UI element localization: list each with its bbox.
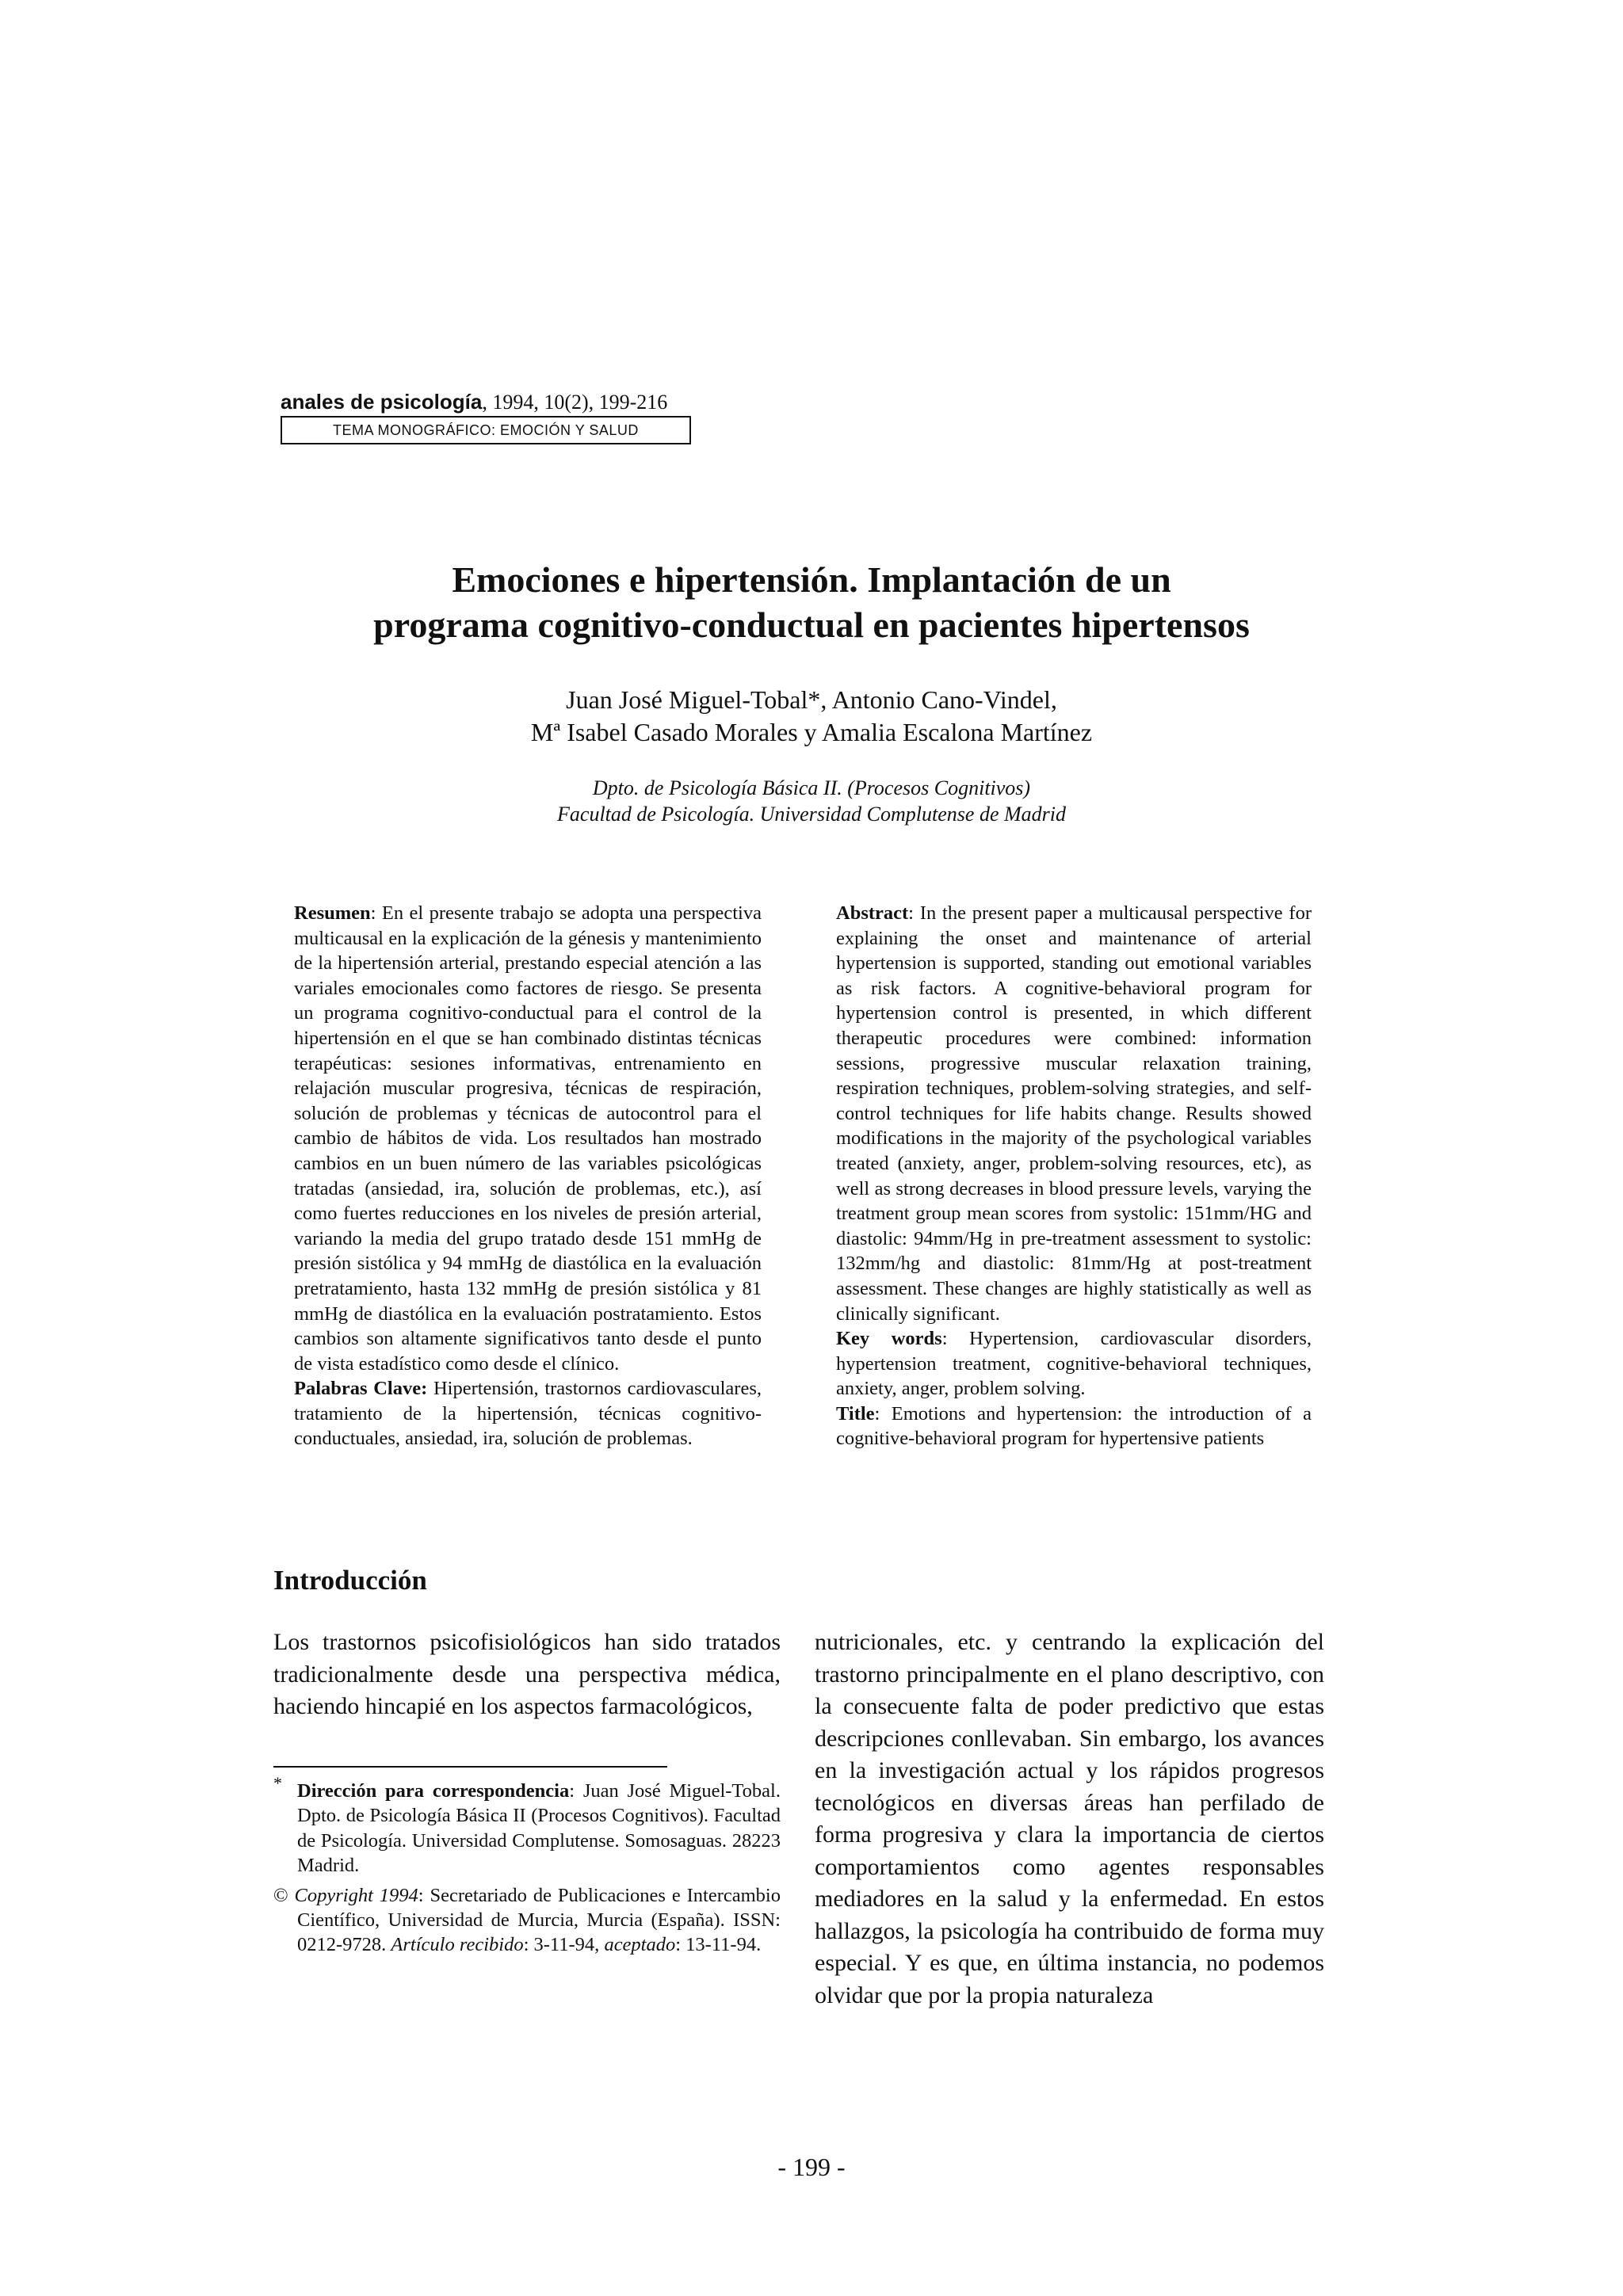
correspondence-text: : Juan José Miguel-Tobal. Dpto. de Psicología Básica II (Procesos Cognitivos). Facultad de Psicología. Universidad Complutense. Somosaguas. 28223 Madrid. xyxy=(297,1780,781,1877)
abstract-text: : In the present paper a multicausal perspective for explaining the onset and maintenance of arterial hypertension is supported, standing out emotional variables as risk factors. A cognitive-behavioral program for hypertension control is presented, in which different therapeutic procedures were combined: information sessions, progressive muscular relaxation training, respiration techniques, problem-solving strategies, and self-control techniques for life habits change. Results showed modifications in the majority of the psychological variables treated (anxiety, anger, problem-solving resources, etc), as well as strong decreases in blood pressure levels, varying the treatment group mean scores from systolic: 151mm/HG and diastolic: 94mm/Hg in pre-treatment assessment to systolic: 132mm/hg and diastolic: 81mm/Hg at post-treatment assessment. These changes are highly statistically as well as clinically significant. xyxy=(836,902,1312,1325)
english-title-text: : Emotions and hypertension: the introduction of a cognitive-behavioral program for hypertensive patients xyxy=(836,1402,1312,1450)
accepted-date: : 13-11-94. xyxy=(675,1934,762,1956)
key-words-text: : Hypertension, cardiovascular disorders, hypertension treatment, cognitive-behavioral techniques, anxiety, anger, problem solving. xyxy=(836,1328,1312,1400)
authors-line-2: Mª Isabel Casado Morales y Amalia Escalona Martínez xyxy=(530,718,1093,746)
footnote-divider xyxy=(273,1766,667,1768)
section-heading-introduccion: Introducción xyxy=(273,1565,427,1596)
authors-line-1: Juan José Miguel-Tobal*, Antonio Cano-Vindel, xyxy=(566,685,1057,714)
footnotes xyxy=(273,1773,781,1958)
paper-title-line-1: Emociones e hipertensión. Implantación de un xyxy=(452,559,1171,600)
key-words-label: Key words xyxy=(836,1328,942,1350)
copyright-text: : Secretariado de Publicaciones e Intercambio Científico, Universidad de Murcia, Murcia (España). ISSN: 0212-9728. xyxy=(297,1884,781,1956)
received-date: : 3-11-94, xyxy=(523,1934,605,1956)
body-left-column xyxy=(273,1627,781,1723)
section-box: TEMA MONOGRÁFICO: EMOCIÓN Y SALUD xyxy=(281,416,691,444)
resumen-paragraph xyxy=(294,901,762,1376)
copyright-symbol: © xyxy=(273,1884,288,1906)
journal-name: anales de psicología xyxy=(281,390,483,414)
key-words-paragraph xyxy=(836,1326,1312,1402)
paper-title-line-2: programa cognitivo-conductual en pacientes hipertensos xyxy=(373,605,1250,645)
received-label: Artículo recibido xyxy=(391,1934,524,1956)
correspondence-footnote xyxy=(273,1779,781,1878)
accepted-label: aceptado xyxy=(604,1934,676,1956)
abstract-column xyxy=(836,901,1312,1451)
english-title-paragraph xyxy=(836,1402,1312,1451)
affiliation-line-2: Facultad de Psicología. Universidad Complutense de Madrid xyxy=(557,803,1066,826)
correspondence-label: Dirección para correspondencia xyxy=(297,1780,570,1802)
abstract-paragraph xyxy=(836,901,1312,1326)
palabras-clave-text: Hipertensión, trastornos cardiovasculares, tratamiento de la hipertensión, técnicas cognitivo-conductuales, ansiedad, ira, solución de problemas. xyxy=(294,1378,762,1450)
resumen-column xyxy=(294,901,762,1451)
resumen-text: : En el presente trabajo se adopta una perspectiva multicausal en la explicación de la génesis y mantenimiento de la hipertensión arterial, prestando especial atención a las variales emocionales como factores de riesgo. Se presenta un programa cognitivo-conductual para el control de la hipertensión en el que se han combinado distintas técnicas terapéuticas: sesiones informativas, entrenamiento en relajación muscular progresiva, técnicas de respiración, solución de problemas y técnicas de autocontrol para el cambio de hábitos de vida. Los resultados han mostrado cambios en un buen número de las variables psicológicas tratadas (ansiedad, ira, solución de problemas, etc.), así como fuertes reducciones en los niveles de presión arterial, variando la media del grupo tratado desde 151 mmHg de presión sistólica y 94 mmHg de diastólica en la evaluación pretratamiento, hasta 132 mmHg de presión sistólica y 81 mmHg de diastólica en la evaluación postratamiento. Estos cambios son altamente significativos tanto desde el punto de vista estadístico como desde el clínico. xyxy=(294,902,762,1375)
intro-paragraph-start: Los trastornos psicofisiológicos han sido tratados tradicionalmente desde una perspectiva médica, haciendo hincapié en los aspectos farmacológicos, xyxy=(273,1629,781,1719)
affiliation-line-1: Dpto. de Psicología Básica II. (Procesos Cognitivos) xyxy=(592,776,1031,799)
journal-citation xyxy=(281,390,667,414)
body-right-column xyxy=(815,1627,1324,2012)
palabras-clave-paragraph xyxy=(294,1376,762,1451)
resumen-label: Resumen xyxy=(294,902,371,924)
footnote-mark: * xyxy=(273,1773,282,1793)
abstract-label: Abstract xyxy=(836,902,909,924)
citation-details: , 1994, 10(2), 199-216 xyxy=(482,391,668,414)
palabras-clave-label: Palabras Clave: xyxy=(294,1378,428,1400)
copyright-label: Copyright 1994 xyxy=(288,1884,418,1906)
page-number: - 199 - xyxy=(777,2153,846,2181)
english-title-label: Title xyxy=(836,1402,875,1425)
intro-paragraph-continued: nutricionales, etc. y centrando la explicación del trastorno principalmente en el plano descriptivo, con la consecuente falta de poder predictivo que estas descripciones conllevaban. Sin embargo, los avances en la investigación actual y los rápidos progresos tecnológicos en diversas áreas han perfilado de forma progresiva y clara la importancia de ciertos comportamientos como agentes responsables mediadores en la salud y la enfermedad. En estos hallazgos, la psicología ha contribuido de forma muy especial. Y es que, en última instancia, no podemos olvidar que por la propia naturaleza xyxy=(815,1629,1324,2008)
copyright-footnote xyxy=(273,1883,781,1958)
